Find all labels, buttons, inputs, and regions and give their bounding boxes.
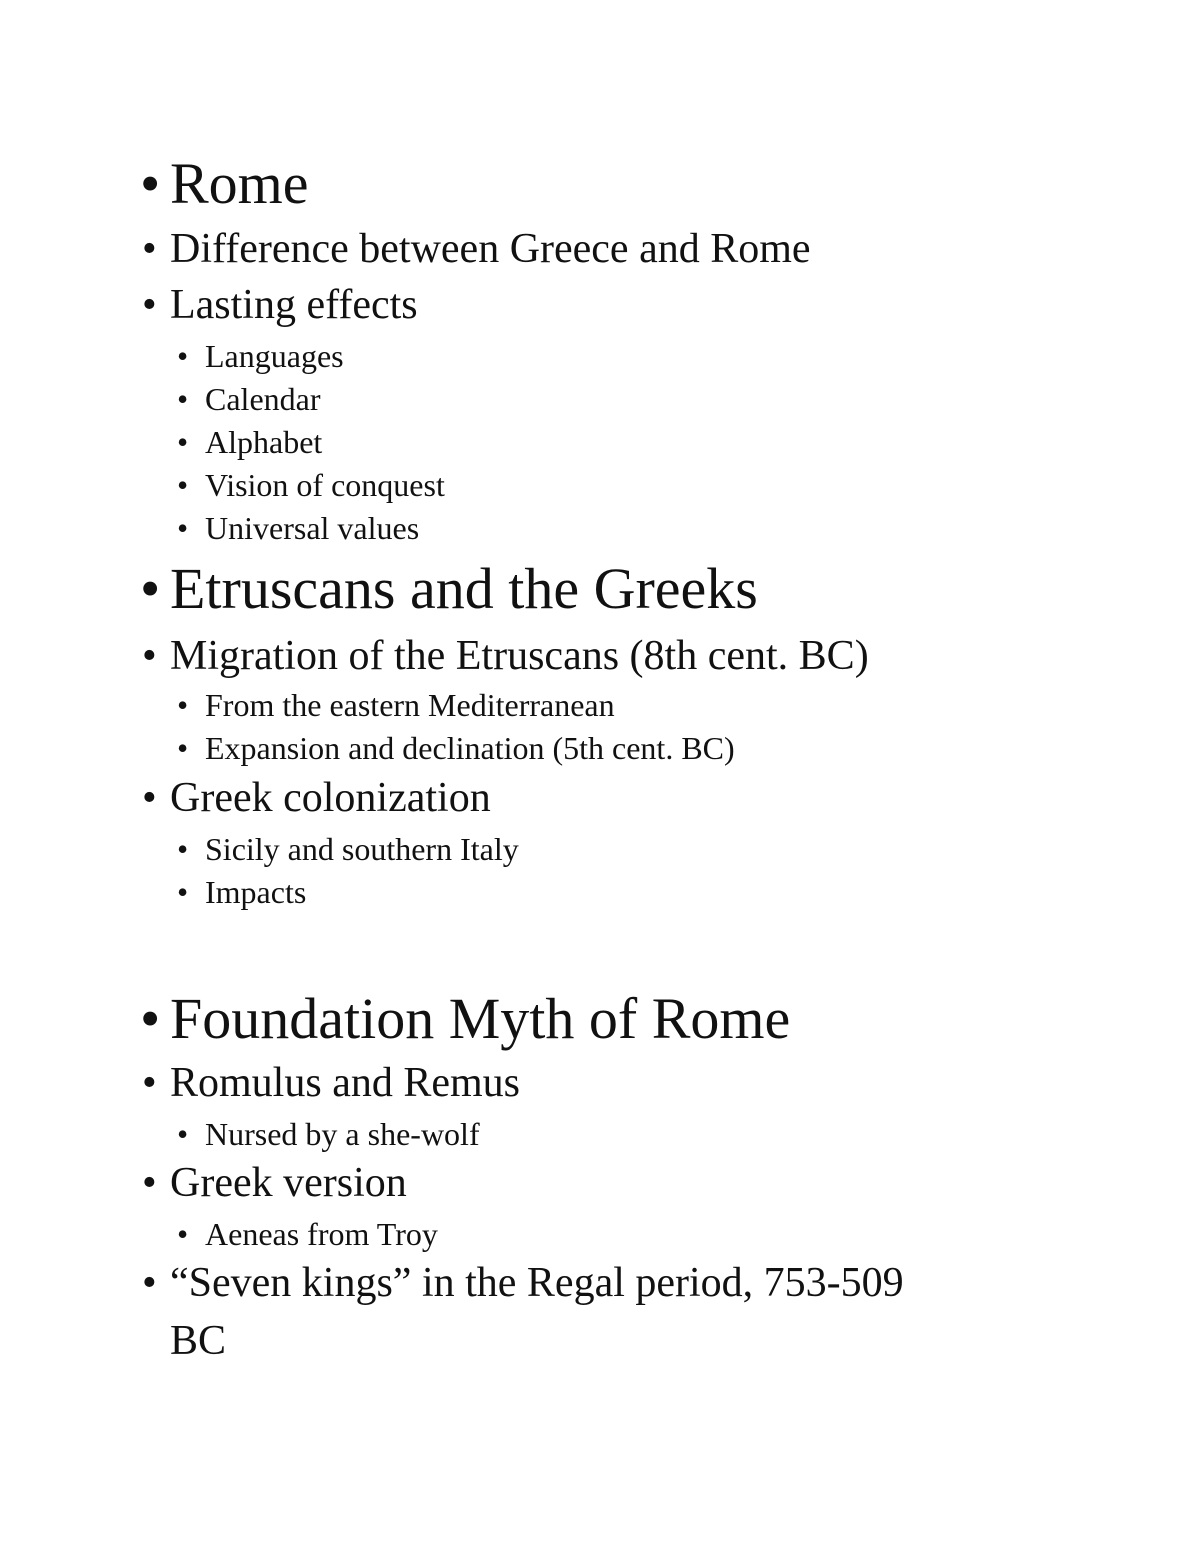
bullet-icon: • xyxy=(177,381,189,417)
bullet-icon: • xyxy=(140,151,161,216)
bullet-item xyxy=(142,1260,904,1306)
bullet-item-text: Romulus and Remus xyxy=(170,1060,521,1106)
bullet-item xyxy=(142,226,811,272)
sub-bullet-text: Vision of conquest xyxy=(205,467,445,503)
bullet-icon: • xyxy=(177,687,189,723)
bullet-item xyxy=(142,1060,521,1106)
bullet-icon: • xyxy=(177,874,189,910)
section-heading xyxy=(140,151,309,216)
bullet-icon: • xyxy=(140,556,161,621)
sub-bullet-text: Impacts xyxy=(205,874,307,910)
sub-bullet-text: From the eastern Mediterranean xyxy=(205,687,615,723)
bullet-icon: • xyxy=(177,424,189,460)
sub-bullet-item xyxy=(177,831,519,867)
bullet-item-text: Lasting effects xyxy=(170,282,418,328)
sub-bullet-text: Alphabet xyxy=(205,424,323,460)
sub-bullet-item xyxy=(177,424,323,460)
bullet-item xyxy=(142,775,491,821)
bullet-item-text: Greek colonization xyxy=(170,775,491,821)
sub-bullet-text: Aeneas from Troy xyxy=(205,1216,438,1252)
bullet-icon: • xyxy=(142,775,157,821)
bullet-icon: • xyxy=(142,1160,157,1206)
section-heading-text: Foundation Myth of Rome xyxy=(170,986,791,1051)
sub-bullet-text: Expansion and declination (5th cent. BC) xyxy=(205,730,735,766)
bullet-icon: • xyxy=(177,831,189,867)
section-heading-text: Rome xyxy=(170,151,309,216)
bullet-icon: • xyxy=(142,1060,157,1106)
bullet-icon: • xyxy=(177,510,189,546)
section-heading-text: Etruscans and the Greeks xyxy=(170,556,758,621)
sub-bullet-item xyxy=(177,510,420,546)
section-heading xyxy=(140,986,791,1051)
bullet-icon: • xyxy=(177,338,189,374)
bullet-item-text: Difference between Greece and Rome xyxy=(170,226,811,272)
sub-bullet-text: Universal values xyxy=(205,510,420,546)
sub-bullet-item xyxy=(177,338,344,374)
bullet-icon: • xyxy=(142,1260,157,1306)
sub-bullet-item xyxy=(177,874,307,910)
sub-bullet-item xyxy=(177,730,735,766)
sub-bullet-item xyxy=(177,687,615,723)
bullet-icon: • xyxy=(142,226,157,272)
bullet-item xyxy=(142,282,418,328)
bullet-item xyxy=(142,633,869,679)
sub-bullet-text: Languages xyxy=(205,338,344,374)
bullet-icon: • xyxy=(177,1216,189,1252)
bullet-item-continuation xyxy=(170,1320,226,1362)
sub-bullet-text: Nursed by a she-wolf xyxy=(205,1116,480,1152)
bullet-icon: • xyxy=(177,1116,189,1152)
section-heading xyxy=(140,556,758,621)
bullet-icon: • xyxy=(140,986,161,1051)
bullet-icon: • xyxy=(142,633,157,679)
bullet-icon: • xyxy=(177,730,189,766)
sub-bullet-text: Sicily and southern Italy xyxy=(205,831,519,867)
sub-bullet-item xyxy=(177,381,321,417)
sub-bullet-item xyxy=(177,1116,480,1152)
sub-bullet-text: Calendar xyxy=(205,381,321,417)
bullet-item-text: Migration of the Etruscans (8th cent. BC) xyxy=(170,633,869,679)
bullet-item-text: BC xyxy=(170,1318,227,1364)
bullet-item-text: Greek version xyxy=(170,1160,407,1206)
bullet-item xyxy=(142,1160,407,1206)
sub-bullet-item xyxy=(177,467,445,503)
bullet-item-text: “Seven kings” in the Regal period, 753-509 xyxy=(170,1260,904,1306)
bullet-icon: • xyxy=(177,467,189,503)
bullet-icon: • xyxy=(142,282,157,328)
sub-bullet-item xyxy=(177,1216,438,1252)
